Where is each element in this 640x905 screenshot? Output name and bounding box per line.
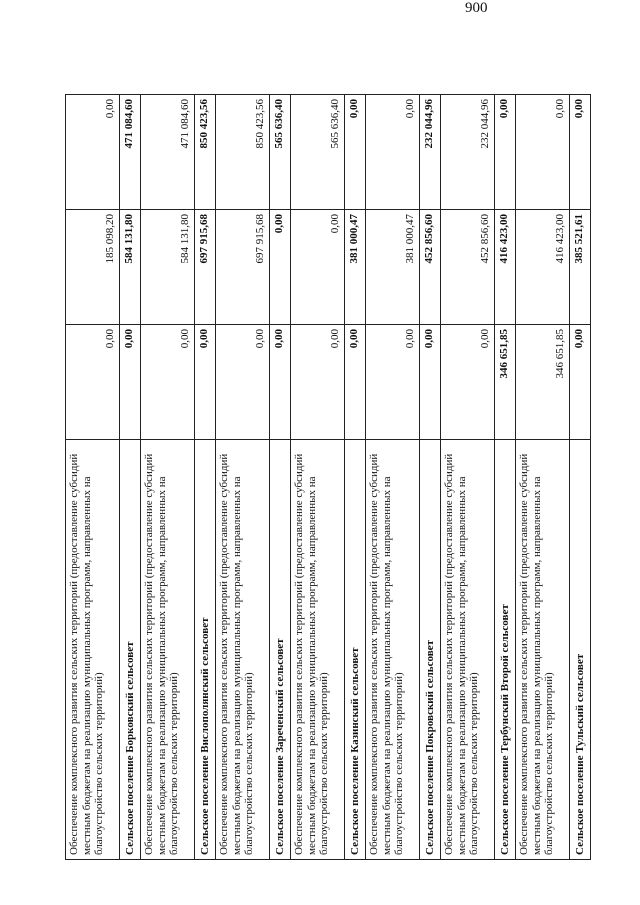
value-col-3: 0,00 [495, 95, 516, 210]
value-col-2: 381 000,47 [345, 210, 366, 325]
value-col-1: 0,00 [195, 325, 216, 440]
value-col-3: 850 423,56 [216, 95, 270, 210]
value-col-1: 0,00 [366, 325, 420, 440]
value-col-3: 850 423,56 [195, 95, 216, 210]
value-col-2: 697 915,68 [216, 210, 270, 325]
value-col-2: 416 423,00 [495, 210, 516, 325]
value-col-2: 452 856,60 [420, 210, 441, 325]
value-col-3: 565 636,40 [270, 95, 291, 210]
value-col-1: 0,00 [120, 325, 141, 440]
row-label: Сельское поселение Тульский сельсовет [570, 440, 591, 860]
row-label: Сельское поселение Борковский сельсовет [120, 440, 141, 860]
row-label: Обеспечение комплексного развития сельских территорий (предоставление субсидий местным бюджетам на реализацию муниципальных программ, направленных на благоустройство сельских территорий) [516, 440, 570, 860]
value-col-3: 0,00 [345, 95, 366, 210]
row-label: Сельское поселение Вислополянский сельсовет [195, 440, 216, 860]
value-col-1: 0,00 [345, 325, 366, 440]
value-col-1: 0,00 [441, 325, 495, 440]
value-col-2: 697 915,68 [195, 210, 216, 325]
row-label: Сельское поселение Покровский сельсовет [420, 440, 441, 860]
value-col-1: 0,00 [66, 325, 120, 440]
value-col-1: 346 651,85 [495, 325, 516, 440]
value-col-3: 232 044,96 [420, 95, 441, 210]
row-label: Обеспечение комплексного развития сельских территорий (предоставление субсидий местным бюджетам на реализацию муниципальных программ, направленных на благоустройство сельских территорий) [141, 440, 195, 860]
value-col-1: 0,00 [291, 325, 345, 440]
value-col-1: 346 651,85 [516, 325, 570, 440]
value-col-1: 0,00 [141, 325, 195, 440]
value-col-2: 185 098,20 [66, 210, 120, 325]
row-label: Обеспечение комплексного развития сельских территорий (предоставление субсидий местным бюджетам на реализацию муниципальных программ, направленных на благоустройство сельских территорий) [441, 440, 495, 860]
row-label: Сельское поселение Зареченский сельсовет [270, 440, 291, 860]
value-col-2: 584 131,80 [120, 210, 141, 325]
row-label: Сельское поселение Казинский сельсовет [345, 440, 366, 860]
value-col-1: 0,00 [270, 325, 291, 440]
row-label: Обеспечение комплексного развития сельских территорий (предоставление субсидий местным бюджетам на реализацию муниципальных программ, направленных на благоустройство сельских территорий) [366, 440, 420, 860]
value-col-1: 0,00 [570, 325, 591, 440]
row-label: Обеспечение комплексного развития сельских территорий (предоставление субсидий местным бюджетам на реализацию муниципальных программ, направленных на благоустройство сельских территорий) [66, 440, 120, 860]
value-col-3: 471 084,60 [120, 95, 141, 210]
page-number-layer [25, 0, 640, 640]
value-col-2: 385 521,61 [570, 210, 591, 325]
value-col-1: 0,00 [420, 325, 441, 440]
value-col-2: 0,00 [270, 210, 291, 325]
value-col-3: 471 084,60 [141, 95, 195, 210]
value-col-2: 0,00 [291, 210, 345, 325]
value-col-2: 452 856,60 [441, 210, 495, 325]
value-col-3: 0,00 [66, 95, 120, 210]
value-col-2: 584 131,80 [141, 210, 195, 325]
value-col-3: 0,00 [366, 95, 420, 210]
row-label: Обеспечение комплексного развития сельских территорий (предоставление субсидий местным бюджетам на реализацию муниципальных программ, направленных на благоустройство сельских территорий) [216, 440, 270, 860]
value-col-3: 0,00 [516, 95, 570, 210]
row-label: Обеспечение комплексного развития сельских территорий (предоставление субсидий местным бюджетам на реализацию муниципальных программ, направленных на благоустройство сельских территорий) [291, 440, 345, 860]
value-col-2: 381 000,47 [366, 210, 420, 325]
value-col-2: 416 423,00 [516, 210, 570, 325]
row-label: Сельское поселение Тербунский Второй сельсовет [495, 440, 516, 860]
value-col-1: 0,00 [216, 325, 270, 440]
page-number: 900 [465, 0, 488, 16]
value-col-3: 232 044,96 [441, 95, 495, 210]
value-col-3: 0,00 [570, 95, 591, 210]
value-col-3: 565 636,40 [291, 95, 345, 210]
